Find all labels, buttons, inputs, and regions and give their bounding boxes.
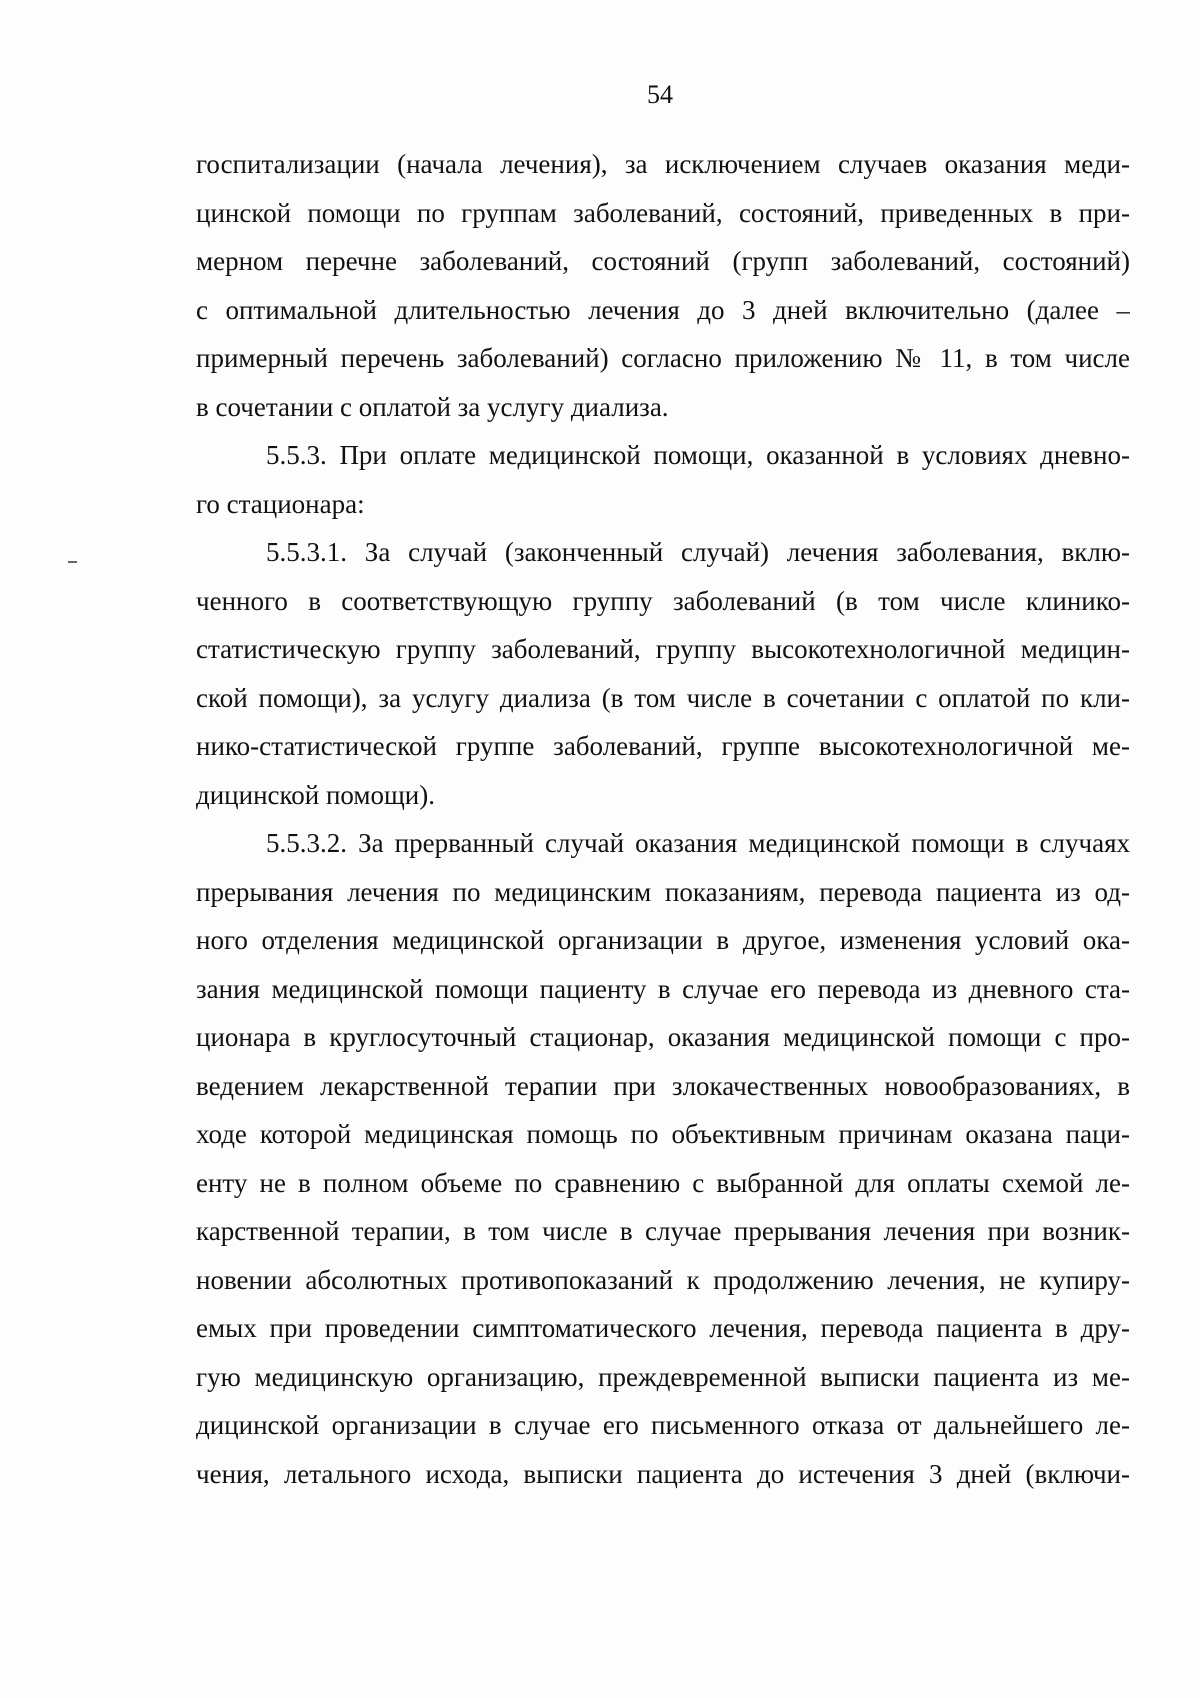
text-line: чения, летального исхода, выписки пациента до истечения 3 дней (включи- <box>196 1458 1130 1489</box>
text-line: новении абсолютных противопоказаний к продолжению лечения, не купиру- <box>196 1264 1130 1295</box>
text-line: ченного в соответствующую группу заболеваний (в том числе клинико- <box>196 585 1130 616</box>
text-line: емых при проведении симптоматического лечения, перевода пациента в дру- <box>196 1313 1130 1343</box>
text-line: в сочетании с оплатой за услугу диализа. <box>196 391 669 422</box>
text-line: цинской помощи по группам заболеваний, состояний, приведенных в при- <box>196 197 1130 228</box>
text-line: зания медицинской помощи пациенту в случае его перевода из дневного ста- <box>196 973 1130 1004</box>
text-line: енту не в полном объеме по сравнению с выбранной для оплаты схемой ле- <box>196 1167 1130 1198</box>
text-line: ционара в круглосуточный стационар, оказания медицинской помощи с про- <box>196 1022 1130 1052</box>
text-line: мерном перечне заболеваний, состояний (групп заболеваний, состояний) <box>196 246 1130 276</box>
text-line: прерывания лечения по медицинским показаниям, перевода пациента из од- <box>196 876 1130 907</box>
text-line: ской помощи), за услугу диализа (в том числе в сочетании с оплатой по кли- <box>196 682 1130 713</box>
scan-mark <box>68 561 77 563</box>
text-line: с оптимальной длительностью лечения до 3 дней включительно (далее – <box>196 294 1130 325</box>
text-line: дицинской помощи). <box>196 779 435 810</box>
text-line: ведением лекарственной терапии при злокачественных новообразованиях, в <box>196 1070 1130 1101</box>
text-line: го стационара: <box>196 488 365 519</box>
text-line: статистическую группу заболеваний, группу высокотехнологичной медицин- <box>196 634 1130 664</box>
text-line: 5.5.3.1. За случай (законченный случай) лечения заболевания, вклю- <box>266 537 1130 567</box>
page-number: 54 <box>647 80 673 109</box>
text-line: гую медицинскую организацию, преждевременной выписки пациента из ме- <box>196 1361 1130 1392</box>
text-line: примерный перечень заболеваний) согласно приложению № 11, в том числе <box>196 343 1130 373</box>
text-line: дицинской организации в случае его письменного отказа от дальнейшего ле- <box>196 1410 1130 1440</box>
text-line: карственной терапии, в том числе в случае прерывания лечения при возник- <box>196 1216 1130 1246</box>
text-line: госпитализации (начала лечения), за исключением случаев оказания меди- <box>196 149 1130 179</box>
text-line: нико-статистической группе заболеваний, группе высокотехнологичной ме- <box>196 731 1130 761</box>
text-line: ходе которой медицинская помощь по объективным причинам оказана паци- <box>196 1119 1130 1149</box>
body-text <box>196 140 1130 1498</box>
text-line: ного отделения медицинской организации в другое, изменения условий ока- <box>196 925 1130 955</box>
text-line: 5.5.3.2. За прерванный случай оказания медицинской помощи в случаях <box>266 828 1130 858</box>
text-line: 5.5.3. При оплате медицинской помощи, оказанной в условиях дневно- <box>266 440 1130 470</box>
